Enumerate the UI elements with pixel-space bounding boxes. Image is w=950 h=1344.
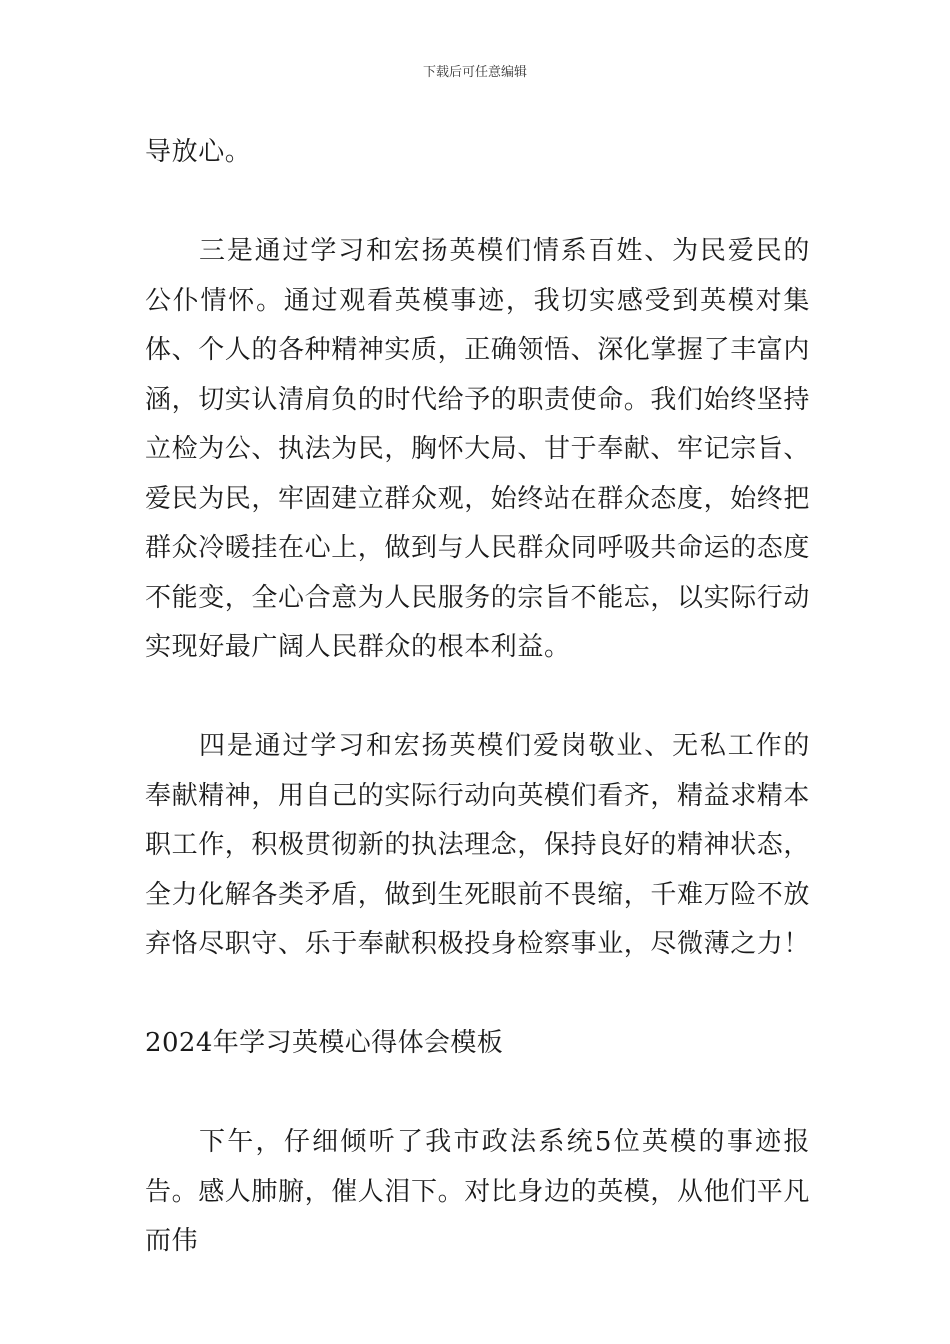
document-body [145, 128, 810, 1267]
section-title: 2024年学习英模心得体会模板 [145, 1028, 504, 1058]
paragraph-four: 四是通过学习和宏扬英模们爱岗敬业、无私工作的奉献精神，用自己的实际行动向英模们看齐，精益求精本职工作，积极贯彻新的执法理念，保持良好的精神状态，全力化解各类矛盾，做到生死眼前不畏缩，千难万险不放弃恪尽职守、乐于奉献积极投身检察事业，尽微薄之力！ [145, 731, 811, 959]
paragraph-gap [145, 178, 810, 228]
paragraph-continuation: 导放心。 [145, 137, 252, 167]
page-header-note: 下载后可任意编辑 [422, 65, 527, 80]
paragraph-gap [145, 970, 810, 1020]
paragraph-intro: 下午，仔细倾听了我市政法系统5位英模的事迹报告。感人肺腑，催人泪下。对比身边的英模，从他们平凡而伟 [145, 1127, 811, 1256]
paragraph-gap [145, 673, 810, 723]
paragraph-three: 三是通过学习和宏扬英模们情系百姓、为民爱民的公仆情怀。通过观看英模事迹，我切实感受到英模对集体、个人的各种精神实质，正确领悟、深化掌握了丰富内涵，切实认清肩负的时代给予的职责使命。我们始终坚持立检为公、执法为民，胸怀大局、甘于奉献、牢记宗旨、爱民为民，牢固建立群众观，始终站在群众态度，始终把群众冷暖挂在心上，做到与人民群众同呼吸共命运的态度不能变，全心合意为人民服务的宗旨不能忘，以实际行动实现好最广阔人民群众的根本利益。 [145, 236, 811, 662]
paragraph-gap [145, 1069, 810, 1119]
